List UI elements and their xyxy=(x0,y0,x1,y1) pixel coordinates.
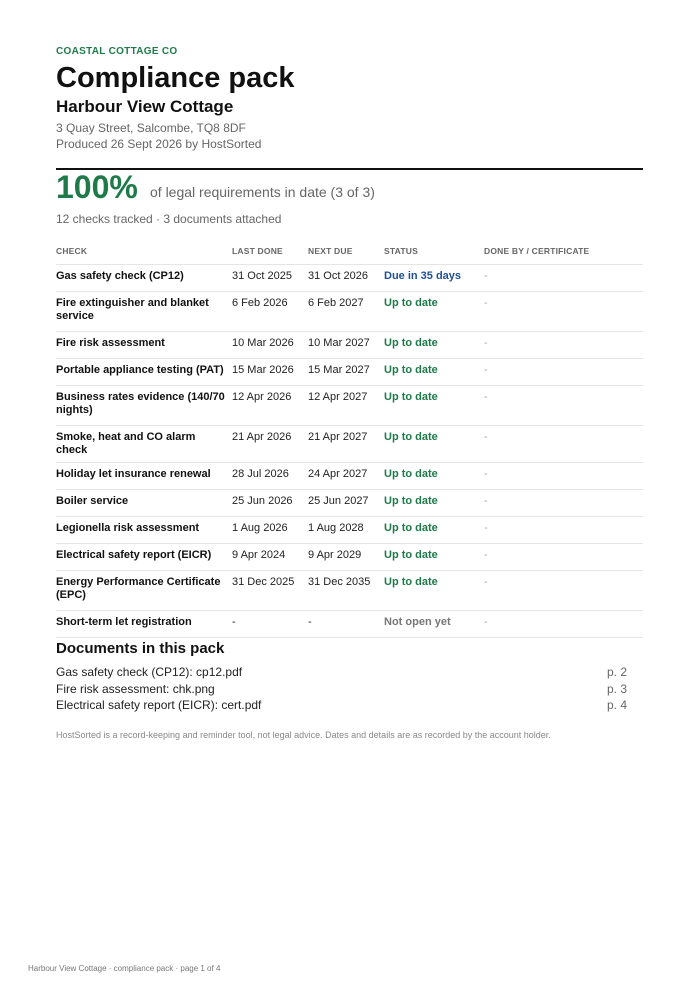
check-name-cell: Fire risk assessment xyxy=(56,331,232,358)
table-row xyxy=(56,489,643,516)
produced-line: Produced 26 Sept 2026 by HostSorted xyxy=(56,137,262,151)
next-due-cell: 12 Apr 2027 xyxy=(308,385,384,425)
done-by-cell: - xyxy=(484,385,643,425)
done-by-cell: - xyxy=(484,570,643,610)
last-done-cell: 9 Apr 2024 xyxy=(232,543,308,570)
next-due-cell: 31 Oct 2026 xyxy=(308,264,384,291)
last-done-cell: 1 Aug 2026 xyxy=(232,516,308,543)
done-by-cell: - xyxy=(484,425,643,462)
property-address: 3 Quay Street, Salcombe, TQ8 8DF xyxy=(56,121,246,135)
last-done-cell: - xyxy=(232,610,308,637)
column-header-next-due: NEXT DUE xyxy=(308,238,384,264)
table-row xyxy=(56,331,643,358)
document-item xyxy=(56,681,627,698)
status-cell: Up to date xyxy=(384,425,484,462)
next-due-cell: 31 Dec 2035 xyxy=(308,570,384,610)
checks-table xyxy=(56,238,643,638)
done-by-cell: - xyxy=(484,489,643,516)
section-divider xyxy=(56,168,643,170)
page-title: Compliance pack xyxy=(56,62,295,94)
documents-heading: Documents in this pack xyxy=(56,640,225,657)
last-done-cell: 25 Jun 2026 xyxy=(232,489,308,516)
document-name: Fire risk assessment: chk.png xyxy=(56,681,215,696)
done-by-cell: - xyxy=(484,264,643,291)
check-name-cell: Boiler service xyxy=(56,489,232,516)
property-name: Harbour View Cottage xyxy=(56,97,234,116)
documents-list xyxy=(56,664,627,714)
column-header-check: CHECK xyxy=(56,238,232,264)
done-by-cell: - xyxy=(484,331,643,358)
last-done-cell: 31 Oct 2025 xyxy=(232,264,308,291)
table-row xyxy=(56,425,643,462)
table-row xyxy=(56,291,643,331)
column-header-done-by: DONE BY / CERTIFICATE xyxy=(484,238,643,264)
check-name-cell: Gas safety check (CP12) xyxy=(56,264,232,291)
next-due-cell: 24 Apr 2027 xyxy=(308,462,384,489)
next-due-cell: 6 Feb 2027 xyxy=(308,291,384,331)
done-by-cell: - xyxy=(484,291,643,331)
check-name-cell: Holiday let insurance renewal xyxy=(56,462,232,489)
document-page-ref: p. 2 xyxy=(606,665,627,679)
document-item xyxy=(56,664,627,681)
next-due-cell: 10 Mar 2027 xyxy=(308,331,384,358)
done-by-cell: - xyxy=(484,543,643,570)
next-due-cell: 1 Aug 2028 xyxy=(308,516,384,543)
table-row xyxy=(56,264,643,291)
check-name-cell: Business rates evidence (140/70 nights) xyxy=(56,385,232,425)
status-cell: Up to date xyxy=(384,489,484,516)
last-done-cell: 10 Mar 2026 xyxy=(232,331,308,358)
last-done-cell: 6 Feb 2026 xyxy=(232,291,308,331)
score-caption: of legal requirements in date (3 of 3) xyxy=(150,184,375,200)
check-name-cell: Short-term let registration xyxy=(56,610,232,637)
status-cell: Up to date xyxy=(384,331,484,358)
last-done-cell: 12 Apr 2026 xyxy=(232,385,308,425)
table-header-row xyxy=(56,238,643,264)
next-due-cell: 25 Jun 2027 xyxy=(308,489,384,516)
status-cell: Up to date xyxy=(384,570,484,610)
last-done-cell: 15 Mar 2026 xyxy=(232,358,308,385)
next-due-cell: 9 Apr 2029 xyxy=(308,543,384,570)
check-name-cell: Smoke, heat and CO alarm check xyxy=(56,425,232,462)
status-cell: Up to date xyxy=(384,462,484,489)
table-row xyxy=(56,516,643,543)
done-by-cell: - xyxy=(484,462,643,489)
done-by-cell: - xyxy=(484,610,643,637)
checks-table-body xyxy=(56,264,643,637)
next-due-cell: 15 Mar 2027 xyxy=(308,358,384,385)
table-row xyxy=(56,385,643,425)
table-row xyxy=(56,543,643,570)
check-name-cell: Electrical safety report (EICR) xyxy=(56,543,232,570)
status-cell: Due in 35 days xyxy=(384,264,484,291)
last-done-cell: 21 Apr 2026 xyxy=(232,425,308,462)
status-cell: Not open yet xyxy=(384,610,484,637)
check-name-cell: Legionella risk assessment xyxy=(56,516,232,543)
document-name: Gas safety check (CP12): cp12.pdf xyxy=(56,665,243,679)
document-page-ref: p. 3 xyxy=(606,681,627,696)
status-cell: Up to date xyxy=(384,358,484,385)
document-page-ref: p. 4 xyxy=(606,698,627,712)
page-footer: Harbour View Cottage · compliance pack · page 1 of 4 xyxy=(28,964,221,973)
last-done-cell: 31 Dec 2025 xyxy=(232,570,308,610)
done-by-cell: - xyxy=(484,358,643,385)
document-item xyxy=(56,697,627,714)
brand-name: COASTAL COTTAGE CO xyxy=(56,46,178,57)
status-cell: Up to date xyxy=(384,516,484,543)
status-cell: Up to date xyxy=(384,385,484,425)
column-header-status: STATUS xyxy=(384,238,484,264)
table-row xyxy=(56,462,643,489)
done-by-cell: - xyxy=(484,516,643,543)
table-row xyxy=(56,570,643,610)
next-due-cell: - xyxy=(308,610,384,637)
table-row xyxy=(56,358,643,385)
check-name-cell: Energy Performance Certificate (EPC) xyxy=(56,570,232,610)
check-name-cell: Fire extinguisher and blanket service xyxy=(56,291,232,331)
check-name-cell: Portable appliance testing (PAT) xyxy=(56,358,232,385)
next-due-cell: 21 Apr 2027 xyxy=(308,425,384,462)
disclaimer: HostSorted is a record-keeping and reminder tool, not legal advice. Dates and details are as recorded by the account holder. xyxy=(56,730,551,740)
compliance-score: 100% xyxy=(56,169,138,205)
table-row xyxy=(56,610,643,637)
checks-count: 12 checks tracked · 3 documents attached xyxy=(56,212,282,226)
status-cell: Up to date xyxy=(384,291,484,331)
last-done-cell: 28 Jul 2026 xyxy=(232,462,308,489)
document-name: Electrical safety report (EICR): cert.pdf xyxy=(56,698,262,712)
column-header-last-done: LAST DONE xyxy=(232,238,308,264)
status-cell: Up to date xyxy=(384,543,484,570)
